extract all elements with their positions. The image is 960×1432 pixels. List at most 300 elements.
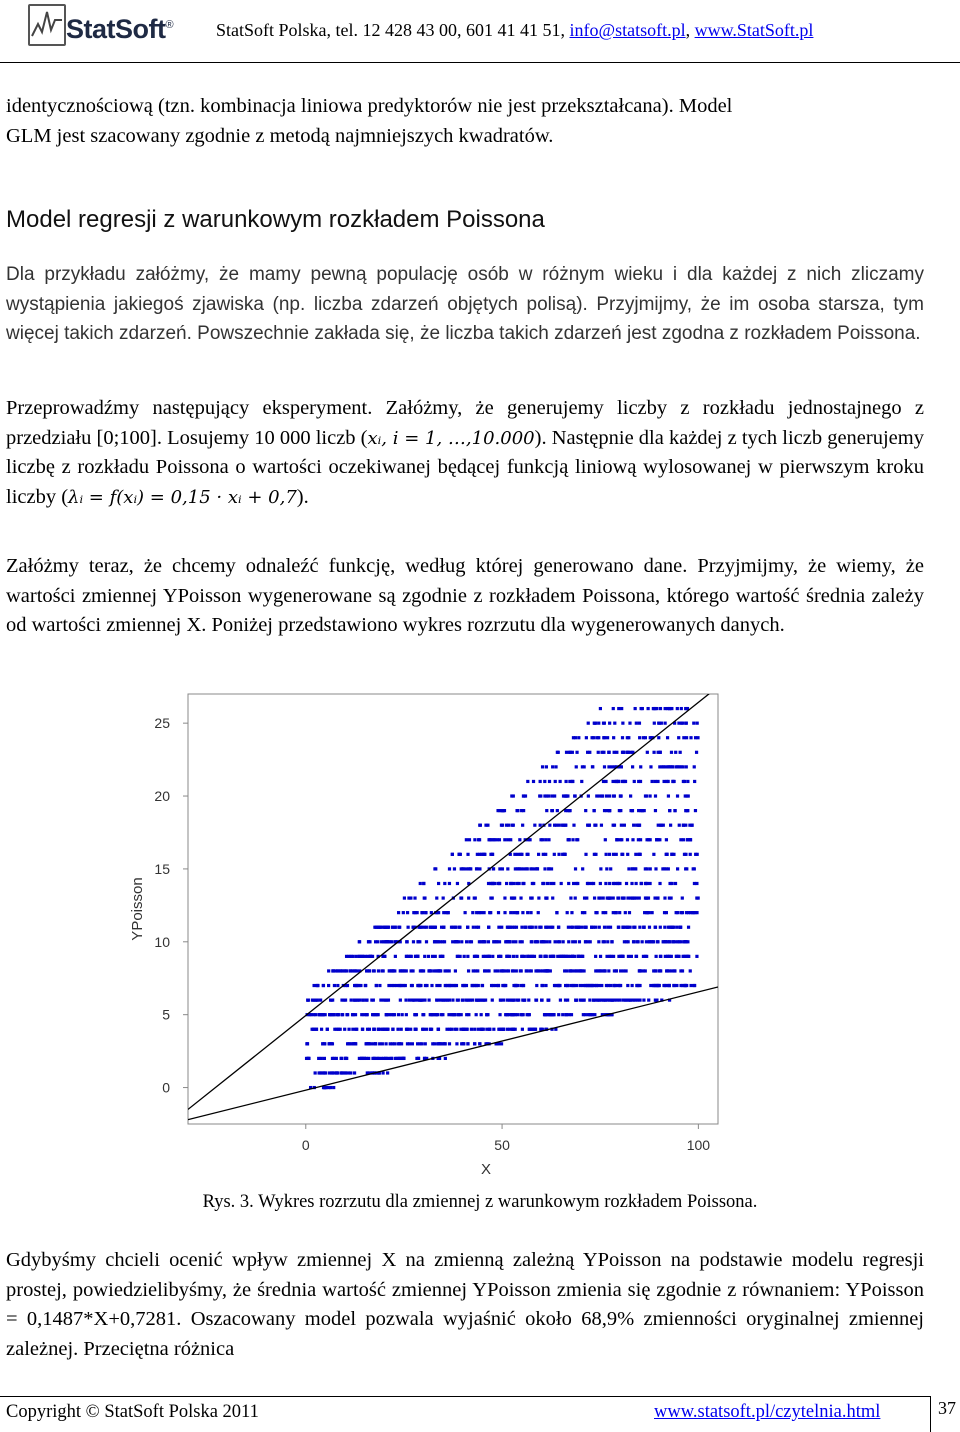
scatter-point [512,999,515,1002]
scatter-point [512,794,515,797]
scatter-point [652,751,655,754]
scatter-point [507,969,510,972]
scatter-point [631,896,634,899]
scatter-point [467,969,470,972]
scatter-point [427,955,430,958]
scatter-point [523,999,526,1002]
scatter-point [337,1013,340,1016]
scatter-point [428,999,431,1002]
scatter-point [659,955,662,958]
scatter-point [565,751,568,754]
scatter-point [397,1042,400,1045]
scatter-point [692,867,695,870]
scatter-point [685,765,688,768]
scatter-point [571,955,574,958]
paragraph-4: Gdybyśmy chcieli ocenić wpływ zmiennej X na zmienną zależną YPoisson na podstawie modelu regresji prostej, powiedzielibyśmy, że średnia wartość zmiennej YPoisson zmienia się zgodnie z równaniem: YPoisson = 0,1487*X+0,7281. Oszacowany model pozwala wyjaśnić około 68,9% zmienności oryginalnej zmiennej zależnej. Przeciętna różnica [6,1249,924,1360]
scatter-point [593,1013,596,1016]
scatter-point [500,969,503,972]
scatter-point [400,984,403,987]
scatter-point [544,838,547,841]
scatter-point [430,1028,433,1031]
scatter-point [475,984,478,987]
scatter-point [519,1013,522,1016]
scatter-point [411,1042,414,1045]
scatter-point [559,999,562,1002]
scatter-point [696,736,699,739]
scatter-point [377,969,380,972]
scatter-point [520,809,523,812]
scatter-point [680,911,683,914]
scatter-point [672,984,675,987]
scatter-point [444,984,447,987]
scatter-point [526,911,529,914]
scatter-point [592,984,595,987]
scatter-point [595,911,598,914]
scatter-point [674,751,677,754]
scatter-point [561,824,564,827]
scatter-point [639,838,642,841]
scatter-point [524,926,527,929]
scatter-point [514,940,517,943]
scatter-point [508,1028,511,1031]
scatter-point [442,896,445,899]
scatter-point [570,911,573,914]
scatter-point [318,1013,321,1016]
scatter-point [629,999,632,1002]
scatter-point [606,940,609,943]
scatter-point [521,824,524,827]
scatter-point [315,1028,318,1031]
scatter-point [448,867,451,870]
scatter-point [455,940,458,943]
scatter-point [527,999,530,1002]
scatter-point [467,999,470,1002]
scatter-point [647,999,650,1002]
scatter-point [606,736,609,739]
scatter-point [450,926,453,929]
y-tick-label: 10 [154,933,170,950]
scatter-point [492,867,495,870]
scatter-point [602,751,605,754]
scatter-point [353,1071,356,1074]
scatter-point [610,999,613,1002]
scatter-point [679,751,682,754]
scatter-point [505,882,508,885]
scatter-point [515,955,518,958]
scatter-point [647,707,650,710]
scatter-point [531,955,534,958]
scatter-point [611,780,614,783]
scatter-point [580,780,583,783]
scatter-point [627,940,630,943]
scatter-point [372,1028,375,1031]
scatter-point [687,955,690,958]
scatter-point [404,999,407,1002]
scatter-point [649,838,652,841]
scatter-point [634,707,637,710]
scatter-point [478,853,481,856]
scatter-point [575,984,578,987]
scatter-point [497,911,500,914]
scatter-point [494,969,497,972]
scatter-point [605,853,608,856]
scatter-point [664,722,667,725]
scatter-point [521,940,524,943]
scatter-point [367,940,370,943]
x-axis-label: X [480,1161,492,1178]
scatter-point [412,999,415,1002]
scatter-point [322,984,325,987]
scatter-point [689,853,692,856]
scatter-point [512,955,515,958]
scatter-point [628,722,631,725]
scatter-point [540,999,543,1002]
scatter-point [569,896,572,899]
scatter-point [553,853,556,856]
scatter-point [458,926,461,929]
scatter-point [658,751,661,754]
scatter-point [676,867,679,870]
scatter-point [511,969,514,972]
scatter-point [495,838,498,841]
scatter-point [662,780,665,783]
scatter-point [485,1028,488,1031]
scatter-point [594,853,597,856]
scatter-point [551,896,554,899]
y-tick-label: 25 [154,715,170,732]
scatter-point [448,1042,451,1045]
scatter-point [314,1071,317,1074]
scatter-point [362,1013,365,1016]
scatter-point [395,1057,398,1060]
scatter-point [594,824,597,827]
scatter-point [545,765,548,768]
scatter-point [498,882,501,885]
scatter-point [453,867,456,870]
scatter-point [352,955,355,958]
website-link[interactable]: www.StatSoft.pl [694,20,814,40]
scatter-point [667,780,670,783]
scatter-point [506,838,509,841]
scatter-point [430,984,433,987]
scatter-point [666,955,669,958]
scatter-point [631,838,634,841]
scatter-point [391,1042,394,1045]
scatter-point [668,707,671,710]
scatter-point [625,882,628,885]
scatter-point [488,1028,491,1031]
scatter-point [599,969,602,972]
scatter-point [436,1013,439,1016]
scatter-point [466,1028,469,1031]
scatter-point [493,882,496,885]
scatter-point [579,999,582,1002]
scatter-point [425,940,428,943]
scatter-point [309,1013,312,1016]
scatter-point [501,809,504,812]
scatter-point [695,955,698,958]
scatter-point [600,984,603,987]
scatter-point [557,984,560,987]
scatter-point [627,867,630,870]
scatter-point [632,940,635,943]
scatter-point [417,940,420,943]
scatter-point [368,969,371,972]
scatter-point [619,969,622,972]
scatter-point [443,940,446,943]
scatter-point [615,751,618,754]
scatter-point [541,969,544,972]
scatter-point [569,751,572,754]
scatter-point [654,794,657,797]
scatter-point [377,926,380,929]
scatter-point [551,765,554,768]
scatter-point [627,955,630,958]
scatter-point [514,1013,517,1016]
scatter-point [635,882,638,885]
scatter-point [679,926,682,929]
scatter-point [677,722,680,725]
scatter-point [617,896,620,899]
scatter-point [537,853,540,856]
scatter-point [420,911,423,914]
scatter-point [344,1057,347,1060]
scatter-point [623,824,626,827]
scatter-point [678,824,681,827]
scatter-point [423,896,426,899]
scatter-point [446,911,449,914]
x-tick-label: 50 [494,1137,510,1153]
scatter-point [382,969,385,972]
scatter-point [486,1013,489,1016]
scatter-point [583,926,586,929]
figure-caption: Rys. 3. Wykres rozrzutu dla zmiennej z warunkowym rozkładem Poissona. [202,1192,758,1212]
scatter-point [642,955,645,958]
scatter-point [654,969,657,972]
scatter-point [460,867,463,870]
scatter-point [491,999,494,1002]
scatter-point [544,984,547,987]
scatter-point [686,838,689,841]
scatter-point [480,1013,483,1016]
scatter-point [624,780,627,783]
scatter-point [341,1071,344,1074]
scatter-point [577,736,580,739]
scatter-point [317,1071,320,1074]
scatter-point [478,867,481,870]
scatter-point [664,940,667,943]
scatter-point [621,722,624,725]
scatter-point [603,969,606,972]
scatter-point [306,1057,309,1060]
scatter-point [566,999,569,1002]
y-tick-label: 15 [154,860,170,877]
scatter-point [483,853,486,856]
scatter-point [627,736,630,739]
scatter-point [623,940,626,943]
scatter-point [554,780,557,783]
scatter-point [608,794,611,797]
scatter-point [652,853,655,856]
scatter-point [681,722,684,725]
scatter-point [529,911,532,914]
scatter-point [581,765,584,768]
scatter-point [539,955,542,958]
scatter-point [689,911,692,914]
scatter-point [418,1042,421,1045]
scatter-point [642,736,645,739]
scatter-point [617,926,620,929]
scatter-point [635,722,638,725]
scatter-point [535,984,538,987]
scatter-point [453,1013,456,1016]
scatter-point [516,853,519,856]
scatter-point [578,984,581,987]
scatter-point [648,926,651,929]
scatter-point [609,926,612,929]
scatter-point [667,794,670,797]
scatter-point [435,896,438,899]
scatter-point [634,867,637,870]
scatter-point [626,838,629,841]
scatter-point [521,1028,524,1031]
scatter-point [624,999,627,1002]
scatter-point [513,853,516,856]
scatter-point [442,1042,445,1045]
scatter-point [608,722,611,725]
scatter-point [619,984,622,987]
email-link[interactable]: info@statsoft.pl [569,20,686,40]
scatter-point [543,1013,546,1016]
scatter-point [547,999,550,1002]
scatter-point [620,707,623,710]
scatter-point [600,999,603,1002]
scatter-point [376,940,379,943]
scatter-point [468,838,471,841]
scatter-point [611,940,614,943]
scatter-point [487,926,490,929]
scatter-point [382,926,385,929]
scatter-point [354,984,357,987]
scatter-point [560,882,563,885]
scatter-point [685,794,688,797]
scatter-point [621,896,624,899]
scatter-point [622,751,625,754]
scatter-point [549,955,552,958]
scatter-point [382,1028,385,1031]
scatter-point [503,896,506,899]
scatter-point [454,969,457,972]
scatter-point [602,722,605,725]
scatter-point [638,722,641,725]
scatter-point [548,940,551,943]
scatter-point [365,999,368,1002]
scatter-point [434,955,437,958]
scatter-point [592,999,595,1002]
scatter-point [638,824,641,827]
scatter-point [381,1071,384,1074]
scatter-point [651,911,654,914]
footer-link[interactable]: www.statsoft.pl/czytelnia.html [654,1402,881,1422]
scatter-point [663,926,666,929]
scatter-point [607,765,610,768]
scatter-point [608,896,611,899]
scatter-point [566,911,569,914]
scatter-point [388,969,391,972]
math-x-range: xᵢ, i = 1, …,10.000 [367,427,535,449]
scatter-point [462,1028,465,1031]
intro-paragraph: identycznościową (tzn. kombinacja liniowa predyktorów nie jest przekształcana). Model GLM jest szacowany zgodnie z metodą najmniejszych kwadratów. [6,95,733,147]
scatter-point [329,1013,332,1016]
scatter-point [654,999,657,1002]
scatter-point [461,999,464,1002]
x-tick-label: 0 [301,1137,310,1153]
scatter-point [429,926,432,929]
scatter-point [355,955,358,958]
scatter-point [615,999,618,1002]
y-tick-label: 5 [162,1006,170,1023]
scatter-point [502,999,505,1002]
scatter-point [465,1013,468,1016]
scatter-point [685,911,688,914]
scatter-point [639,809,642,812]
scatter-point [354,1028,357,1031]
scatter-point [613,722,616,725]
scatter-point [317,1057,320,1060]
scatter-point [451,853,454,856]
scatter-point [575,765,578,768]
scatter-point [668,896,671,899]
scatter-point [603,765,606,768]
scatter-point [682,824,685,827]
scatter-point [696,722,699,725]
scatter-point [379,999,382,1002]
scatter-point [655,984,658,987]
scatter-point [571,984,574,987]
scatter-point [397,911,400,914]
scatter-point [559,780,562,783]
scatter-point [472,969,475,972]
scatter-point [475,926,478,929]
scatter-point [612,707,615,710]
scatter-point [409,1028,412,1031]
scatter-point [331,999,334,1002]
scatter-point [578,940,581,943]
scatter-point [535,940,538,943]
scatter-point [538,926,541,929]
scatter-point [465,867,468,870]
scatter-point [620,824,623,827]
scatter-point [597,751,600,754]
scatter-point [645,940,648,943]
scatter-point [659,707,662,710]
scatter-point [594,969,597,972]
y-tick-label: 20 [154,788,170,805]
scatter-point [336,1071,339,1074]
y-tick-label: 0 [162,1079,170,1096]
scatter-point [648,794,651,797]
scatter-point [423,955,426,958]
scatter-point [645,955,648,958]
scatter-point [550,867,553,870]
scatter-point [656,940,659,943]
scatter-point [323,1057,326,1060]
scatter-point [378,984,381,987]
scatter-point [390,940,393,943]
scatter-point [675,984,678,987]
scatter-point [556,809,559,812]
scatter-point [358,955,361,958]
